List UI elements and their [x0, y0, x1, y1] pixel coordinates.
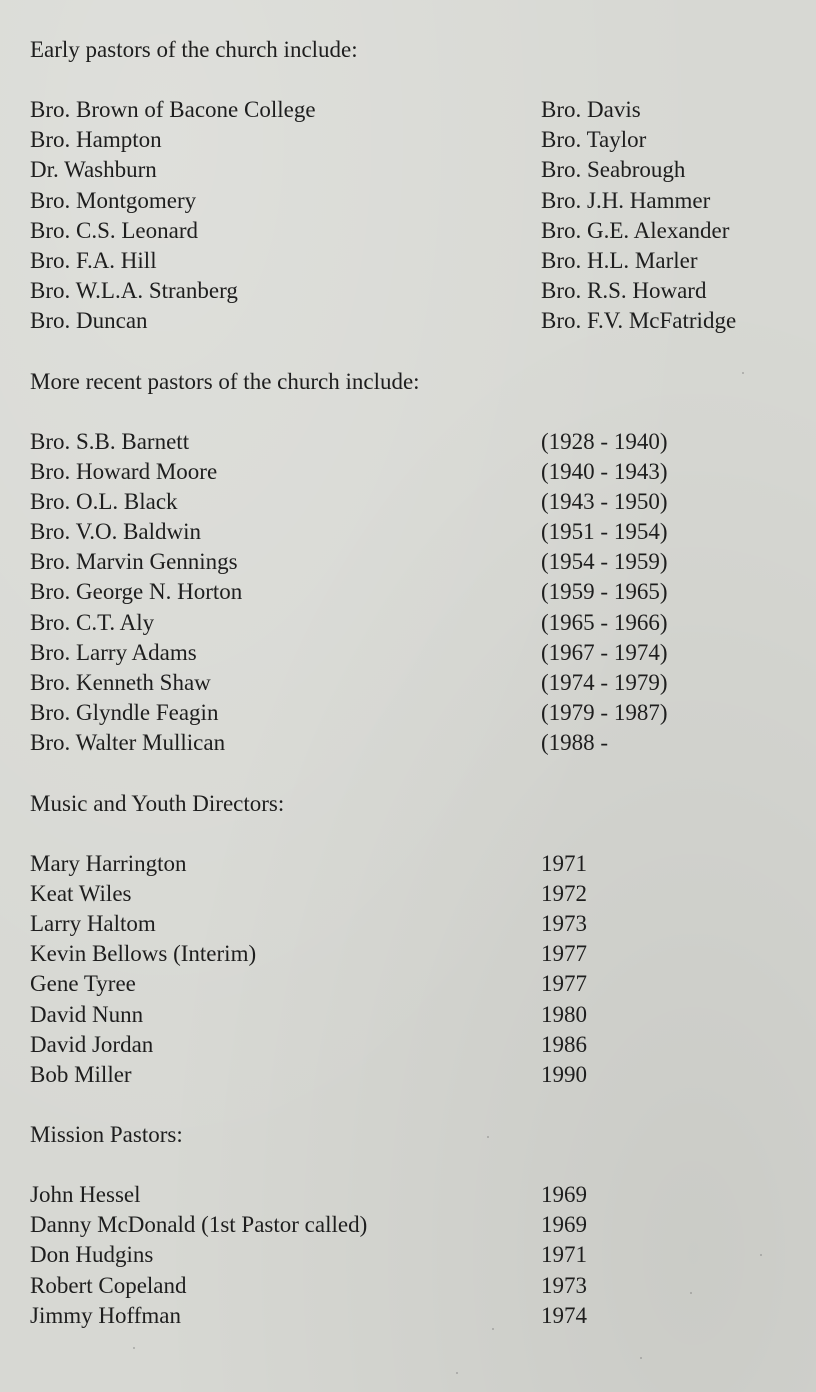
- list-item: [30, 577, 800, 607]
- list-item: [30, 1240, 800, 1270]
- start-year: 1972: [541, 880, 587, 906]
- director-name: David Nunn: [30, 1001, 144, 1027]
- paper-speck: [492, 1328, 494, 1330]
- pastor-name: Bro. G.E. Alexander: [541, 217, 730, 243]
- list-item: [30, 427, 800, 457]
- pastor-name: Bro. Marvin Gennings: [30, 549, 238, 575]
- list-item: [30, 1180, 800, 1210]
- pastor-name: Bro. Montgomery: [30, 187, 197, 213]
- start-year: 1980: [541, 1001, 587, 1027]
- list-item: [30, 698, 800, 728]
- pastor-name: Bro. Brown of Bacone College: [30, 97, 316, 122]
- early-pastors-section: [30, 35, 800, 337]
- list-item: [30, 1301, 800, 1331]
- music-youth-heading: Music and Youth Directors:: [30, 790, 285, 816]
- paper-speck: [742, 372, 744, 374]
- music-youth-section: [30, 789, 800, 1091]
- start-year: 1971: [541, 850, 587, 876]
- list-item: [30, 125, 800, 155]
- list-item: [30, 879, 800, 909]
- pastor-name: Bro. George N. Horton: [30, 579, 243, 605]
- tenure-years: (1928 - 1940): [541, 428, 668, 454]
- list-item: [30, 306, 800, 336]
- list-item: [30, 1000, 800, 1030]
- tenure-years: (1951 - 1954): [541, 519, 668, 545]
- start-year: 1990: [541, 1061, 587, 1087]
- recent-pastors-section: [30, 367, 800, 759]
- director-name: Larry Haltom: [30, 910, 156, 936]
- tenure-years: (1954 - 1959): [541, 549, 668, 575]
- list-item: [30, 728, 800, 758]
- pastor-name: Bro. Howard Moore: [30, 458, 218, 484]
- pastor-name: Bro. Kenneth Shaw: [30, 670, 211, 695]
- pastor-name: Bro. Hampton: [30, 127, 162, 153]
- pastor-history-text: [30, 35, 800, 1361]
- start-year: 1986: [541, 1031, 587, 1057]
- pastor-name: Bro. V.O. Baldwin: [30, 519, 202, 545]
- start-year: 1977: [541, 971, 587, 997]
- list-item: [30, 95, 800, 125]
- pastor-name: Bro. Duncan: [30, 308, 148, 334]
- pastor-name: Bro. J.H. Hammer: [541, 187, 711, 213]
- list-item: [30, 276, 800, 306]
- director-name: Keat Wiles: [30, 880, 132, 906]
- list-item: [30, 849, 800, 879]
- start-year: 1969: [541, 1212, 587, 1238]
- pastor-name: Bro. R.S. Howard: [541, 278, 707, 304]
- paper-speck: [487, 1136, 489, 1138]
- pastor-name: Bro. C.S. Leonard: [30, 217, 199, 243]
- list-item: [30, 186, 800, 216]
- early-pastors-heading: Early pastors of the church include:: [30, 37, 358, 62]
- paper-speck: [133, 1347, 135, 1349]
- recent-pastors-list: [30, 427, 800, 759]
- pastor-name: Bro. Walter Mullican: [30, 730, 226, 756]
- tenure-years: (1959 - 1965): [541, 579, 668, 605]
- list-item: [30, 1060, 800, 1090]
- mission-pastors-heading: Mission Pastors:: [30, 1122, 183, 1148]
- tenure-years: (1979 - 1987): [541, 700, 668, 726]
- list-item: [30, 216, 800, 246]
- list-item: [30, 487, 800, 517]
- start-year: 1969: [541, 1182, 587, 1208]
- pastor-name: Bro. Taylor: [541, 127, 647, 153]
- director-name: Bob Miller: [30, 1061, 132, 1087]
- list-item: [30, 155, 800, 185]
- list-item: [30, 668, 800, 698]
- tenure-years: (1988 -: [541, 730, 609, 756]
- start-year: 1971: [541, 1242, 587, 1268]
- pastor-name: Robert Copeland: [30, 1272, 187, 1298]
- list-item: [30, 517, 800, 547]
- pastor-name: Bro. W.L.A. Stranberg: [30, 278, 238, 304]
- pastor-name: Bro. O.L. Black: [30, 488, 178, 514]
- pastor-name: Bro. Davis: [541, 97, 641, 122]
- tenure-years: (1943 - 1950): [541, 488, 668, 514]
- director-name: Mary Harrington: [30, 850, 187, 876]
- paper-speck: [690, 1292, 692, 1294]
- tenure-years: (1974 - 1979): [541, 670, 668, 695]
- list-item: [30, 969, 800, 999]
- list-item: [30, 1271, 800, 1301]
- director-name: Kevin Bellows (Interim): [30, 941, 257, 967]
- list-item: [30, 909, 800, 939]
- start-year: 1973: [541, 910, 587, 936]
- recent-pastors-heading: More recent pastors of the church include:: [30, 368, 420, 394]
- pastor-name: Danny McDonald (1st Pastor called): [30, 1212, 368, 1238]
- list-item: [30, 547, 800, 577]
- pastor-name: Bro. F.V. McFatridge: [541, 308, 737, 334]
- pastor-name: Bro. Larry Adams: [30, 639, 197, 665]
- pastor-name: Bro. H.L. Marler: [541, 247, 698, 273]
- list-item: [30, 1030, 800, 1060]
- list-item: [30, 939, 800, 969]
- pastor-name: Bro. Seabrough: [541, 157, 686, 183]
- pastor-name: Dr. Washburn: [30, 157, 157, 183]
- tenure-years: (1967 - 1974): [541, 639, 668, 665]
- start-year: 1973: [541, 1272, 587, 1298]
- list-item: [30, 1210, 800, 1240]
- list-item: [30, 457, 800, 487]
- mission-pastors-list: [30, 1180, 800, 1331]
- tenure-years: (1940 - 1943): [541, 458, 668, 484]
- music-youth-list: [30, 849, 800, 1091]
- pastor-name: Don Hudgins: [30, 1242, 154, 1268]
- list-item: [30, 246, 800, 276]
- pastor-name: Bro. Glyndle Feagin: [30, 700, 219, 726]
- list-item: [30, 608, 800, 638]
- pastor-name: Bro. S.B. Barnett: [30, 428, 190, 454]
- director-name: David Jordan: [30, 1031, 154, 1057]
- tenure-years: (1965 - 1966): [541, 609, 668, 635]
- pastor-name: Bro. C.T. Aly: [30, 609, 155, 635]
- paper-speck: [640, 1357, 642, 1359]
- paper-speck: [456, 1372, 458, 1374]
- director-name: Gene Tyree: [30, 971, 136, 997]
- pastor-name: Bro. F.A. Hill: [30, 247, 157, 273]
- mission-pastors-section: [30, 1120, 800, 1331]
- list-item: [30, 638, 800, 668]
- start-year: 1974: [541, 1302, 587, 1328]
- start-year: 1977: [541, 941, 587, 967]
- early-pastors-list: [30, 95, 800, 337]
- paper-speck: [760, 1254, 762, 1256]
- pastor-name: Jimmy Hoffman: [30, 1302, 181, 1328]
- pastor-name: John Hessel: [30, 1182, 141, 1208]
